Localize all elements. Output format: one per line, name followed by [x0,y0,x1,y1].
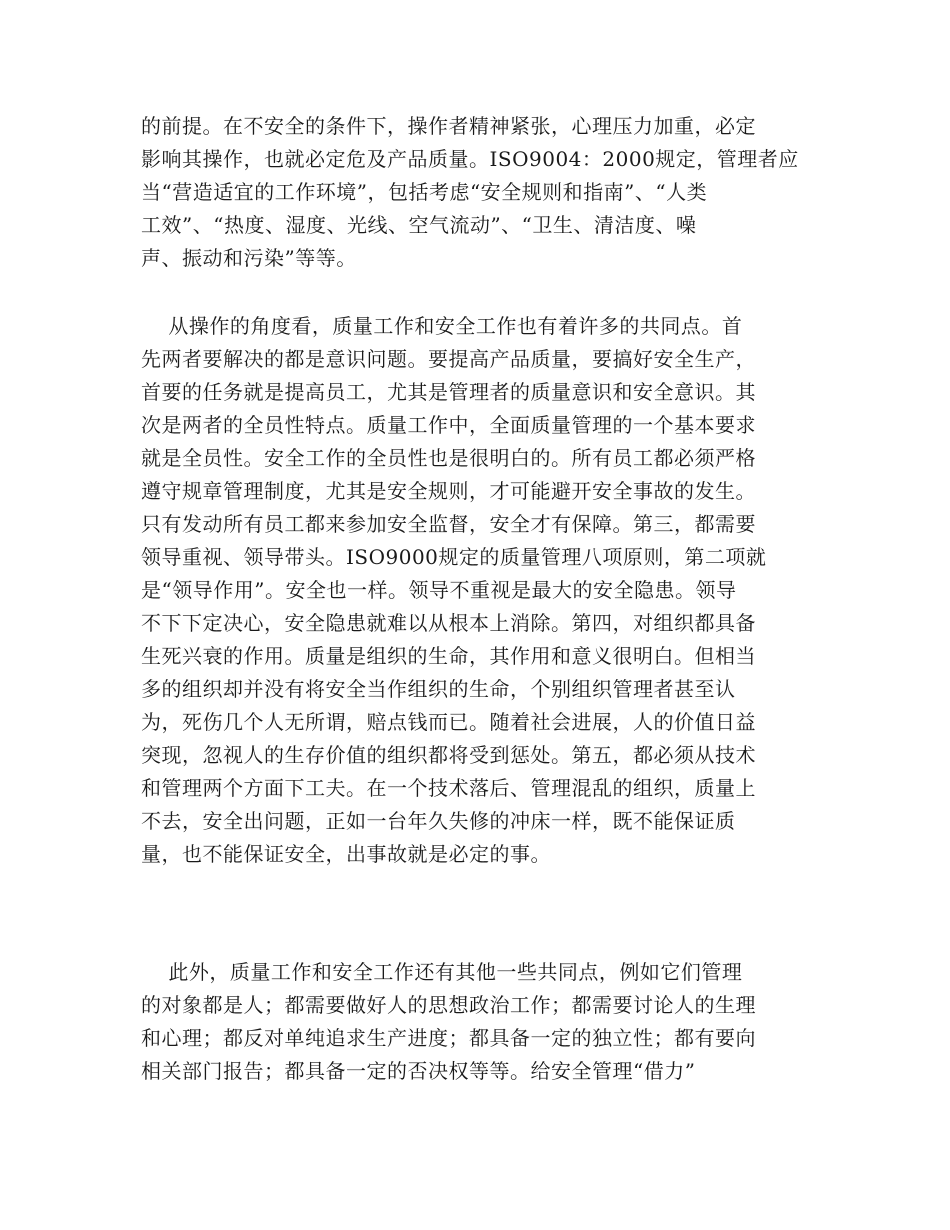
text-line: 当“营造适宜的工作环境”，包括考虑“安全规则和指南”、“人类 [141,180,708,204]
paragraph-1 [141,110,821,275]
text-line: 相关部门报告；都具备一定的否决权等等。给安全管理“借力” [141,1059,696,1083]
text-line: 领导重视、领导带头。ISO9000规定的质量管理八项原则，第二项就 [141,545,767,569]
text-line: 先两者要解决的都是意识问题。要提高产品质量，要搞好安全生产， [141,347,756,371]
paragraph-2 [141,310,821,904]
text-line: 次是两者的全员性特点。质量工作中，全面质量管理的一个基本要求 [141,413,756,437]
text-line: 此外，质量工作和安全工作还有其他一些共同点，例如它们管理 [141,960,743,984]
text-line [141,871,821,904]
text-line: 不下下定决心，安全隐患就难以从根本上消除。第四，对组织都具备 [141,611,756,635]
text-line: 只有发动所有员工都来参加安全监督，安全才有保障。第三，都需要 [141,512,756,536]
text-line: 和心理；都反对单纯追求生产进度；都具备一定的独立性；都有要向 [141,1026,756,1050]
text-line: 就是全员性。安全工作的全员性也是很明白的。所有员工都必须严格 [141,446,756,470]
text-line: 多的组织却并没有将安全当作组织的生命，个别组织管理者甚至认 [141,677,736,701]
text-line: 首要的任务就是提高员工，尤其是管理者的质量意识和安全意识。其 [141,380,756,404]
text-line: 的对象都是人；都需要做好人的思想政治工作；都需要讨论人的生理 [141,993,756,1017]
text-line: 突现，忽视人的生存价值的组织都将受到惩处。第五，都必须从技术 [141,743,756,767]
text-line: 生死兴衰的作用。质量是组织的生命，其作用和意义很明白。但相当 [141,644,756,668]
text-line: 的前提。在不安全的条件下，操作者精神紧张，心理压力加重，必定 [141,114,756,138]
text-line: 是“领导作用”。安全也一样。领导不重视是最大的安全隐患。领导 [141,578,737,602]
text-line: 影响其操作，也就必定危及产品质量。ISO9004：2000规定，管理者应 [141,147,799,171]
text-line: 和管理两个方面下工夫。在一个技术落后、管理混乱的组织，质量上 [141,776,756,800]
paragraph-3 [141,956,821,1088]
text-line: 从操作的角度看，质量工作和安全工作也有着许多的共同点。首 [141,314,743,338]
text-line: 声、振动和污染”等等。 [141,246,357,270]
text-line: 量，也不能保证安全，出事故就是必定的事。 [141,842,551,866]
text-line: 工效”、“热度、湿度、光线、空气流动”、“卫生、清洁度、噪 [141,213,697,237]
text-line: 不去，安全出问题，正如一台年久失修的冲床一样，既不能保证质 [141,809,736,833]
text-line: 遵守规章管理制度，尤其是安全规则，才可能避开安全事故的发生。 [141,479,756,503]
text-line: 为，死伤几个人无所谓，赔点钱而已。随着社会进展，人的价值日益 [141,710,756,734]
